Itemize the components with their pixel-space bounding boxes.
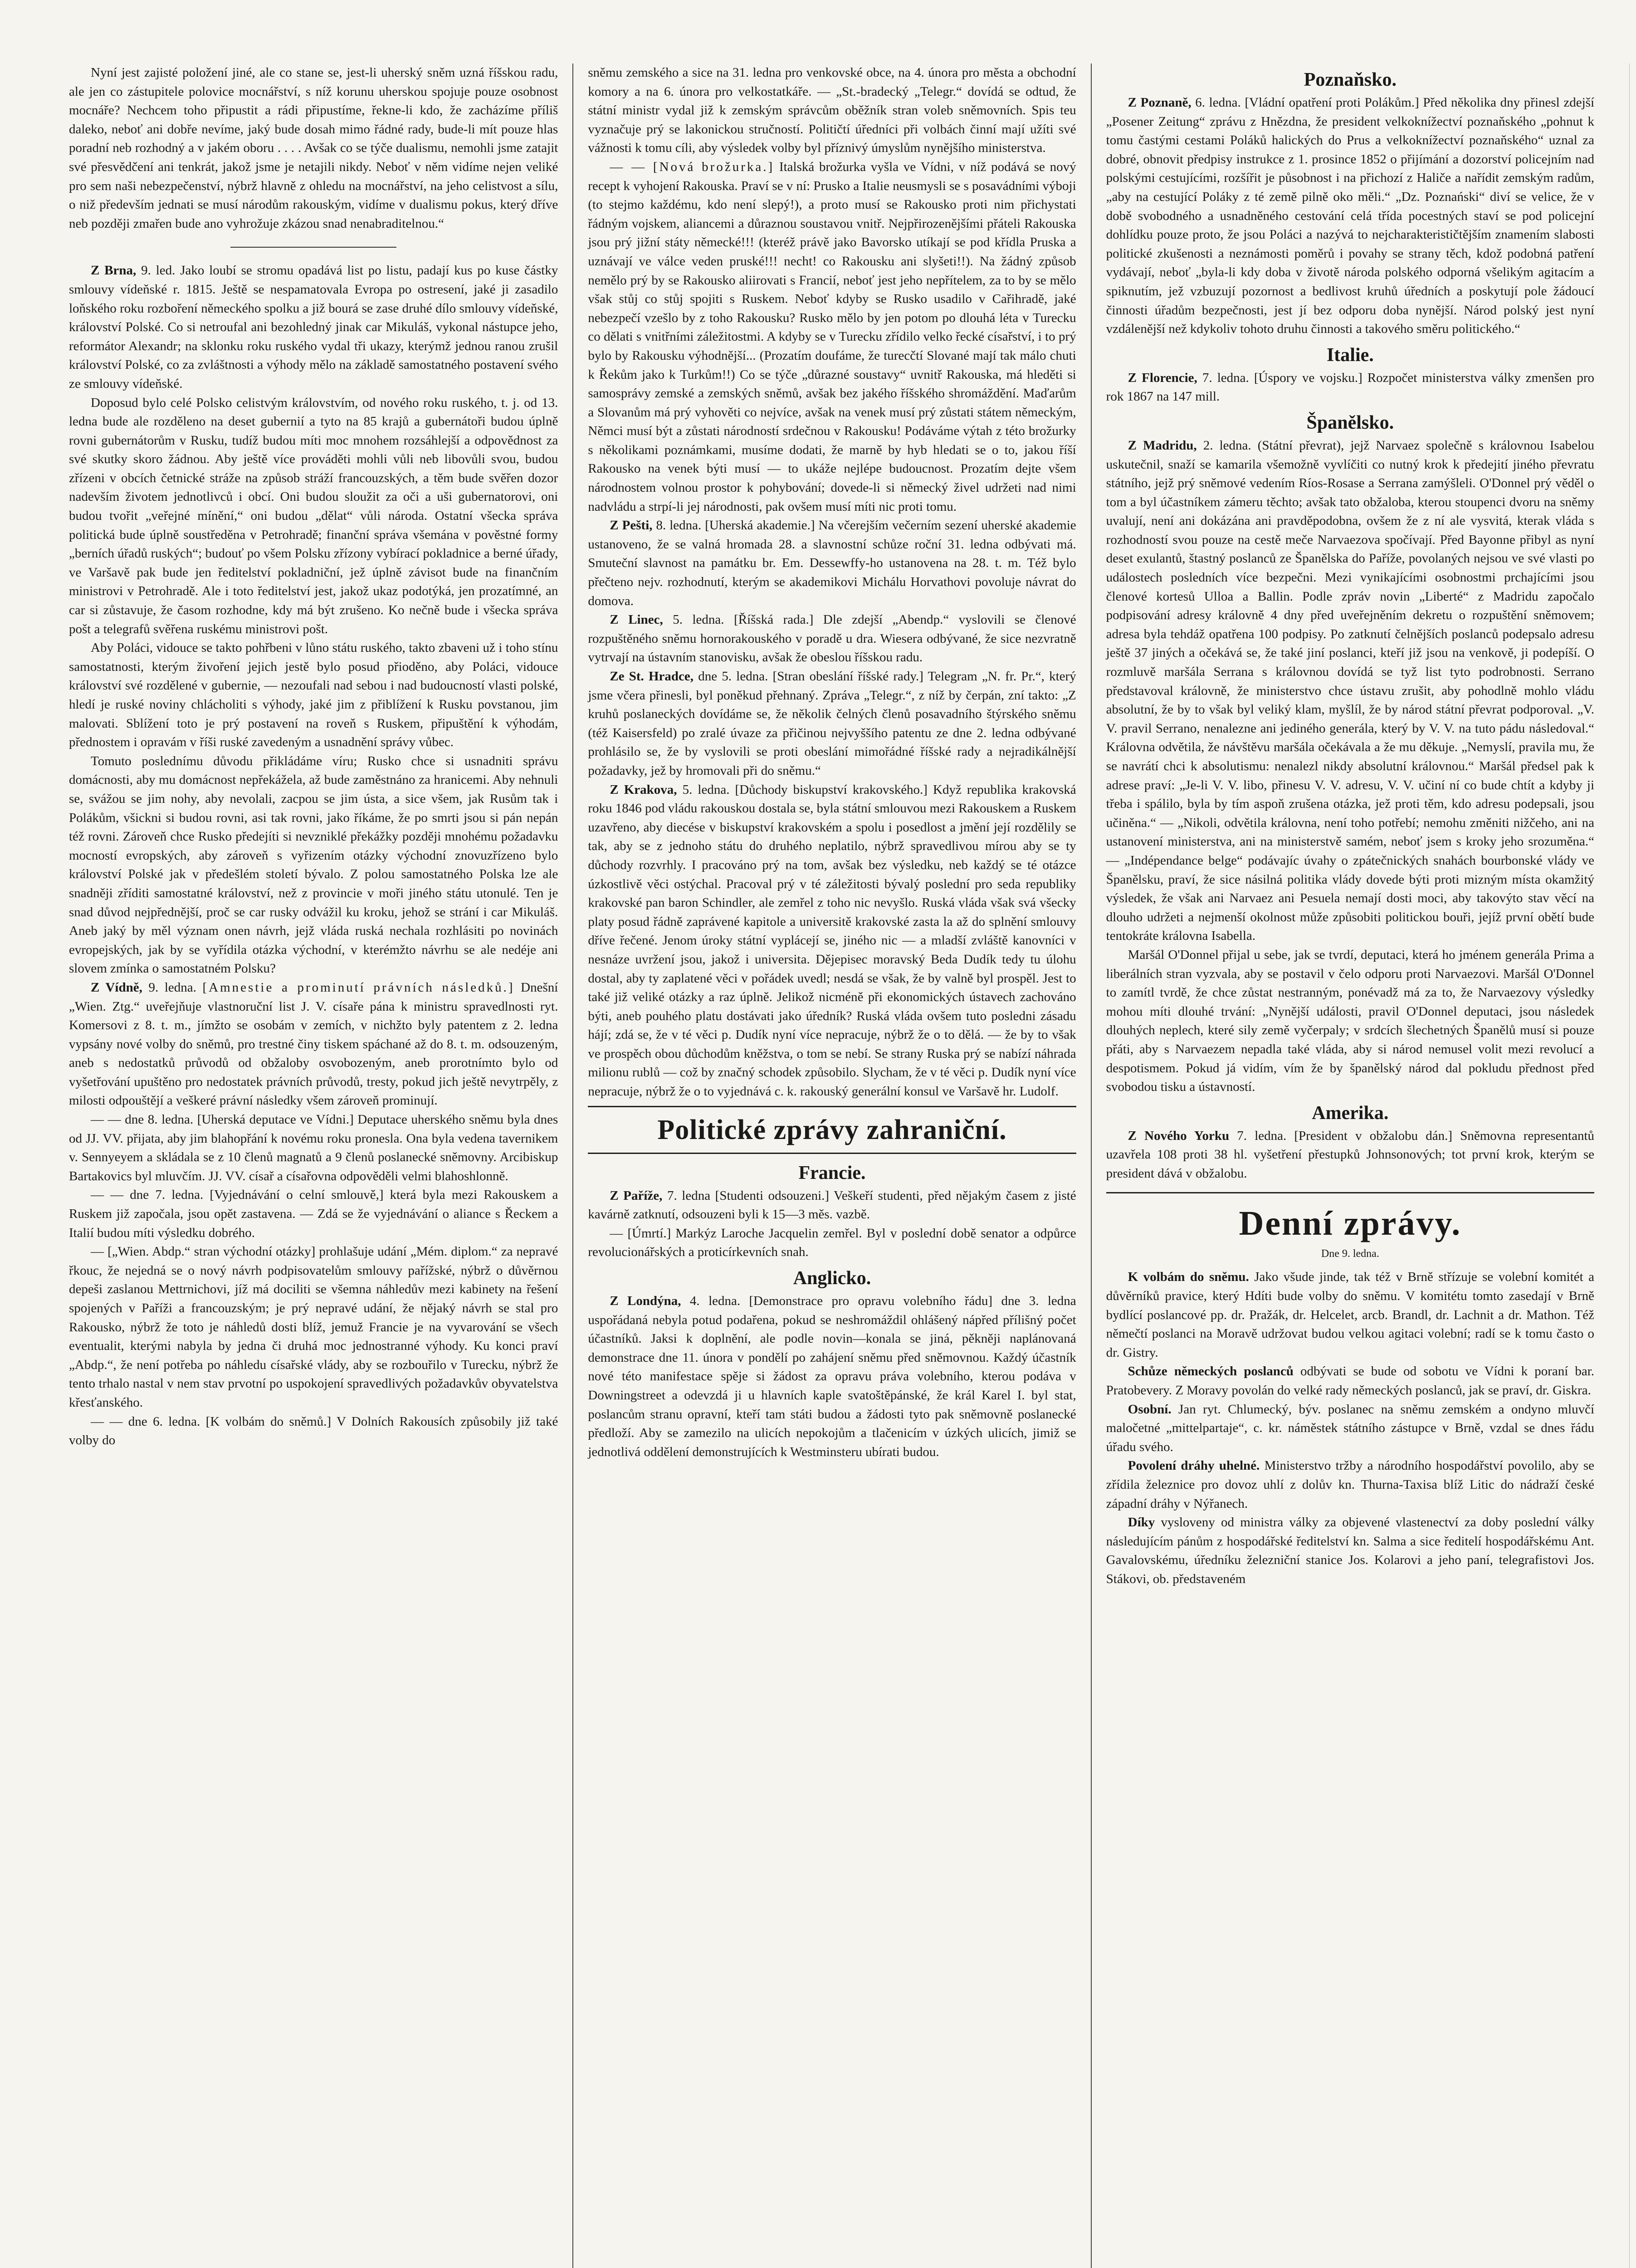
article-paragraph: — — dne 8. ledna. [Uherská deputace ve Vídni.] Deputace uherského sněmu byla dnes od JJ. VV. přijata, aby jim blahopřání k novému roku pronesla. Ona byla vedena tavernikem v. Sennyeyem a skládala se z 10 členů magnatů a 9 členů poslanecké sněmovny. Arcibiskup Bartakovics byl mluvčím. JJ. VV. císař a císařovna odpověděli velmi blahoshlonně. xyxy=(69,1112,558,1183)
article-paragraph: Z Brna, 9. led. Jako loubí se stromu opadává list po listu, padají kus po kuse částky smlouvy vídeňské r. 1815. Ještě se nespamatovala Evropa po ostresení, jaké ji zasadilo loňského roku rozboření německého spolku a již bourá se zase druhé dílo smlouvy vídeňské, království Polské. Co si netroufal ani bezohledný jinak car Mikuláš, vykonal nástupce jeho, reformátor Alexandr; na sklonku roku ruského vydal tři ukazy, kterýmž jednou ranou zrušil království Polské, co za zvláštnosti a výhody mělo na základě samostatného postavení svého ze smlouvy vídeňské. xyxy=(69,263,558,391)
dateline: Z Krakova, xyxy=(610,782,677,797)
dateline: Z Paříže, xyxy=(610,1188,663,1203)
column-1 xyxy=(54,64,572,2268)
news-item-title: Schůze německých poslanců xyxy=(1128,1364,1294,1379)
article-paragraph: — [„Wien. Abdp.“ stran východní otázky] prohlašuje udání „Mém. diplom.“ za nepravé řkouc, že nejedná se o nový návrh podpisovatelům smlouvy pařížské, nýbrž o důvěrnou depeši zaslanou Mettrnichovi, jíž má dociliti se všemna náhledův mezi kabinety na řešení spojených v Paříži a francouzským; je prý nepravé udání, že nějaký návrh se stal pro Rakousko, nýbrž že toto je náhledů dosti blíž, jemuž Francie je na vyvarování se všech eventualit, kterými nabyla by jedna či druhá moc jednostranné výhody. Ku konci praví „Abdp.“, že není potřeba po náhledu císařské vlády, aby se rozbouřilo v Turecku, nýbrž že tento trhalo nastal v nem stav prvotní po uspokojení spravedlivých požadavkův obyvatelstva křesťanského. xyxy=(69,1244,558,1410)
article-paragraph: Z Poznaně, 6. ledna. [Vládní opatření proti Polákům.] Před několika dny přinesl zdejší „Posener Zeitung“ zprávu z Hnězdna, že president velkoknížectví poznaňského „pohnut k tomu častými cestami Poláků halických do Prus a velkoknížectví poznaňského“ uznal za dobré, obnovit předpisy instrukce z 1. prosince 1852 o přijímání a dozorství policejním nad polskými cestujícími, rozšířit je působnost i na přichozí z Haliče a nařídit zemským radům, „aby na cestující Poláky z té země pilně oko měli.“ „Dz. Poznański“ diví se velice, že v době svobodného a usnadněného cestování celá třída pocestných staví se pod policejní dohlídku pouze proto, že jsou Poláci a nazývá to nejcharakterističtějším znamením slabosti politické zkušenosti a neznámosti poměrů i povahy se strany těch, kdož podobná patření vydávají, neboť „byla-li kdy doba v životě národa polského odporná všelikým agitacím a spiknutím, jež vzbuzují pozornost a bedlivost kruhů úředních a poskytují pole žádoucí činnosti úřadům bezpečnosti, jest jí bez odporu doba nynější. Národ polský jest nyní vzdálenější než kdykoliv tohoto druhu činnosti a takového směru politického.“ xyxy=(1106,95,1595,337)
country-heading: Anglicko. xyxy=(793,1268,871,1289)
news-item: Osobní. Jan ryt. Chlumecký, býv. poslanec na sněmu zemském a ondyno mluvčí maločetné „mittelpartaje“, c. kr. náměstek státního zástupce v Brně, vzdal se dnes řádu úřadu svého. xyxy=(1106,1402,1595,1454)
dateline: Z Londýna, xyxy=(610,1294,681,1309)
country-heading: Španělsko. xyxy=(1306,412,1394,433)
news-item-title: Povolení dráhy uhelné. xyxy=(1128,1458,1260,1473)
news-item: Schůze německých poslanců odbývati se bude od sobotu ve Vídni k poraní bar. Pratobevery. Z Moravy povolán do velké rady německých poslanců, jak se praví, dr. Giskra. xyxy=(1106,1364,1595,1398)
dateline: Z Linec, xyxy=(610,612,663,627)
daily-news-date: Dne 9. ledna. xyxy=(1321,1248,1379,1260)
news-item: Povolení dráhy uhelné. Ministerstvo tržby a národního hospodářství povolilo, aby se zřídila železnice pro dovoz uhlí z dolův kn. Thurna-Taxisa blíž Litic do nádraží české západní dráhy v Nýřanech. xyxy=(1106,1458,1595,1511)
dateline: Z Florencie, xyxy=(1128,370,1197,385)
country-heading: Francie. xyxy=(798,1162,866,1183)
page-edge-strip xyxy=(1629,64,1636,2268)
article-topic: [Amnestie a prominutí právních následků.] xyxy=(202,980,515,995)
article-paragraph: Z Linec, 5. ledna. [Říšská rada.] Dle zdejší „Abendp.“ vyslovili se členové rozpuštěného sněmu hornorakouského v poradě u dra. Wiesera odbývané, že sice nezvratně vytrvají na ústavním stanovisku, avšak že obeslou říšskou radu. xyxy=(588,612,1076,665)
article-topic: — — [Nová brožurka.] xyxy=(610,159,775,174)
dateline: Z Brna, xyxy=(91,263,137,278)
article-paragraph: Aby Poláci, vidouce se takto pohřbeni v lůno státu ruského, takto zbaveni už i toho stínu samostatnosti, kterým živoření jejich jestě bylo posud přioděno, aby Poláci, vidouce království své rozdělené v gubernie, — nezoufali nad sebou i nad budoucností vlasti polské, hledí je ruské noviny chlácholiti s výhody, jaké jim z přiblížení k Rusku povstanou, jim malovati. Sblížení toto je prý postavení na roveň s Ruskem, připuštění k výhodám, přednostem i opravám v říši ruské zavedeným a usnadnění správy vůbec. xyxy=(69,640,558,750)
article-paragraph: Z Nového Yorku 7. ledna. [President v obžalobu dán.] Sněmovna representantů uzavřela 108 proti 38 hl. vyšetření přestupků Johnsonových; tot první krok, kterým se president dává v obžalobu. xyxy=(1106,1128,1595,1181)
column-3 xyxy=(1091,64,1609,2268)
news-item: Díky vysloveny od ministra války za objevené vlastenectví za doby poslední války následujícím pánům z hospodářské ředitelství kn. Salma a sice ředitelí hospodářskému Ant. Gavalovskému, úředníku železniční stanice Jos. Kolarovi a jeho paní, telegrafistovi Jos. Stákovi, ob. představeném xyxy=(1106,1515,1595,1586)
article-paragraph: Tomuto poslednímu důvodu přikládáme víru; Rusko chce si usnadniti správu domácnosti, aby mu domácnost nepřekážela, až bude zaměstnáno za hranicemi. Aby nehnuli se, svážou se jim nohy, aby nevolali, zacpou se jim ústa, a sice všem, jak Rusům tak i Polákům, všickni si budou rovni, asi tak rovni, jako říkáme, že po smrti jsou si pán nepán též rovni. Zároveň chce Rusko předejíti si nevzniklé překážky později mnohému požadavku mocností evropských, aby zároveň s vyřizením otázky východní znovuzřízeno bylo království Polské jak v předešlém století bývalo. Z polou samostatného Polska lze ale snadněji zříditi samostatné království, než z provincie v moři jiného státu utonulé. Ten je snad důvod nejpřednější, proč se car rusky odvážil ku kroku, jehož se strání i car Mikuláš. Aneb jaký by měl význam onen návrh, jejž vláda ruská nechala rozhlásiti po novinách evropejských, jak by se vyřídila otázka východní, v kterémžto návrhu se ale nedéje ani slovem zmínka o samostatném Polsku? xyxy=(69,753,558,976)
dateline: Z Pešti, xyxy=(610,518,653,533)
article-paragraph: Maršál O'Donnel přijal u sebe, jak se tvrdí, deputaci, která ho jménem generála Prima a liberálních stran vyzvala, aby se postavil v čelo odporu proti Narvaezovi. Maršál O'Donnel to zamítl tvrdě, že chce zůstat nestranným, ponévadž má za to, že Narvaezovy výsledky mohou míti dlouhé trvání: „Nynější události, pravil O'Donnel deputaci, jsou následek dlouhých neplech, které sily země vyčerpaly; v srdcích šlechetných Španělů musí si pouze přáti, aby s Narvaezem nepadla také vláda, aby si národ nemusel volit mezi revolucí a despotismem. Pokud já vidím, vím že by španělský národ dal pokludu přednost před svobodou tisku a ústavností. xyxy=(1106,947,1595,1095)
dateline: Z Vídně, xyxy=(91,980,142,995)
news-item-title: Osobní. xyxy=(1128,1402,1172,1417)
article-paragraph: Z Pešti, 8. ledna. [Uherská akademie.] Na včerejším večerním sezení uherské akademie ustanoveno, že se valná hromada 28. a slavnostní schůze roční 31. ledna odbývati má. Smuteční slavnost na památku br. Em. Dessewffy-ho ustanovena na 28. t. m. Též bylo přečteno nejv. rozhodnutí, kterým se akademikovi Michálu Horvathovi povoluje návrat do domova. xyxy=(588,518,1076,608)
daily-news-title: Denní zprávy. xyxy=(1106,1192,1594,1246)
article-paragraph: — — dne 7. ledna. [Vyjednávání o celní smlouvě,] která byla mezi Rakouskem a Ruskem již započala, jsou opět zastavena. — Zdá se že vyjednávání o aliance s Řeckem a Italií budou míti výsledku dobrého. xyxy=(69,1188,558,1240)
article-columns xyxy=(54,64,1609,2268)
separator-rule xyxy=(230,247,397,248)
article-paragraph: Z Florencie, 7. ledna. [Úspory ve vojsku.] Rozpočet ministerstva války zmenšen pro rok 1867 na 147 mill. xyxy=(1106,370,1595,404)
article-paragraph: Z Paříže, 7. ledna [Studenti odsouzeni.] Veškeří studenti, před nějakým časem z jisté kavárně zatknutí, odsouzeni byli k 15—3 měs. vazbě. xyxy=(588,1188,1076,1222)
dateline: Z Poznaně, xyxy=(1128,95,1192,110)
country-heading: Amerika. xyxy=(1312,1102,1389,1124)
country-heading: Italie. xyxy=(1326,344,1374,366)
country-heading: Poznaňsko. xyxy=(1304,69,1397,90)
article-paragraph: Z Madridu, 2. ledna. (Státní převrat), jejž Narvaez společně s královnou Isabelou uskutečnil, snaží se kamarila všemožně vyvlíčiti co nutný krok k předejití jiného převratu státního, jejž prý sněmové vedením Ríos-Rosase a Serrana zamýšleli. O'Donnel prý věděl o tom a byl účastníkem zámeru těchto; avšak tato obžaloba, kterou stoupenci dvoru na sněmy uvalují, není ani dokázána ani pravděpodobna, ovšem že z ní ale vysvitá, kterak vláda s rozhodností svou pouze na cestě meče Narvaezova spočívají. Před Bayonne přibyl as nyní deset exulantů, štastný poslanců ze Španělska do Paříže, povolaných nejsou ve své vlasti po událostech posledních více bezpečni. Mezi vynikajícími osobnostmi prchajícími jsou členové kortesů Ulloa a Ballin. Podle zpráv novin „Liberté“ z Madridu započalo podpisování adresy královně 4 dny před uveřejněním dekretu o rozpuštění sněmovem; adresa byla tehdáž opatřena 100 podpisy. Po zatknutí čelnějších poslanců podepsalo adresu ještě 37 jiných a očekává se, že také jiní poslanci, kteří již jsou na venkově, ji podepíší. O rozmluvě maršála Serrana s královnou dovídá se tyž list tyto podrobnosti. Serrano představoval královně, že ministerstvo chce ústavu zrušit, aby pohodlně mohlo vládu absolutní, že by to však byl veliký klam, myšlíl, že by národ státní převrat podporoval. „V. V. pravil Serrano, nenalezne ani jediného generála, který by V. V. na tuto pádu následoval.“ Královna odvětila, že návštěvu maršála očekávala a že mu děkuje. „Nemyslí, pravila mu, že se navrátí chci k absolutismu: nenalezl nikdy absolutní královnou.“ Maršál předsel pak k adrese praví: „Je-li V. V. libo, přinesu V. V. adresu, V. V. učiní ní co bude chtít a kdyby ji třeba i spálilo, byla by tím aspoň zrušena otázka, jež proti těm, kdo adresu podepsali, jsou učiněna.“ — „Nikoli, odvětila královna, není toho potřebí; nemohu změniti nižčeho, ani na ustanovení ministerstva, ani na ministerstvě samém, neboť jsem s kroky jeho srozuměna.“ — „Indépendance belge“ podávajíc úvahy o zpátečnických snahách bourbonské vlády ve Španělsku, praví, že sice násilná politika vlády dovede býti proti mizným místa okamžitý výsledek, že však ani Narvaez ani Pesuela nemají dosti moci, aby takovýto stav věcí na dlouho udržeti a nejmenší okolnost může způsobiti politickou bouři, jejíž první obětí bude tentokráte královna Isabella. xyxy=(1106,438,1595,943)
dateline: Z Nového Yorku xyxy=(1128,1128,1230,1143)
article-paragraph: Z Londýna, 4. ledna. [Demonstrace pro opravu volebního řádu] dne 3. ledna uspořádaná nebyla potud podařena, pokud se neshromáždil ohlášený nápřed přílišný počet účastníků. Jaksi k doplnění, ale podle novin—konala se jiná, pěkněji naplánovaná demonstrace dne 11. února v pondělí po zahájení sněmu před sněmovnou. Každý účastník nové této manifestace spěje si žádost za opravu práva volebního, kterou podáva v Downingstreet a odevzdá ji u hlavních kaple svatoštěpánské, že král Karel I. byl stat, poslancům stranu opravní, kteří tam státi budou a žádosti tyto pak sněmovně poslanecké předloží. Aby se zamezilo na ulicích nepokojům a tlačenicím v úzkých ulicích, jimiž se jednotlivá oddělení demonstrujících k Westminsteru ubírati budou. xyxy=(588,1294,1076,1459)
article-paragraph: Z Vídně, 9. ledna. [Amnestie a prominutí právních následků.] Dnešní „Wien. Ztg.“ uveřejňuje vlastnoruční list J. V. císaře pána k ministru spravedlnosti ryt. Komersovi z 8. t. m., jímžto se osobám v zemích, v nichžto byly patentem z 2. ledna vypsány nové volby do sněmů, pro trestné činy tiskem spáchané až do 8. t. m. odsouzeným, aneb s nedostatků průvodů od obžaloby osvobozeným, aneb prorotnímto bylo od vyšetřování upuštěno pro nedostatek právních průvodů, tresty, pokud jich ještě nevytrpěly, z milosti odpouštějí a veškeré právní následky všem zároveň prominují. xyxy=(69,980,558,1108)
article-paragraph: Nyní jest zajisté položení jiné, ale co stane se, jest-li uherský sněm uzná říšskou radu, ale jen co zástupitele polovice mocnářství, s níž korunu uherskou spojuje pouze osobnost mocnáře? Nechcem toho připustit a rádi připustíme, řekne-li kdo, že zacházíme příliš daleko, neboť ani dobře nevíme, jaký bude dosah mimo řádné rady, bude-li mít pouze hlas poradní neb rozhodný a v jakém oboru . . . . Avšak co se týče dualismu, nemohli jsme zatajit své přesvědčení ani tenkrát, jakož jsme je netajili nikdy. Neboť v něm vidíme nejen veliké pro sem naši nebezpečenství, nýbrž hlavně z ohledu na mocnářství, na jeho celistvost a sílu, o niž především jednati se musí národům rakouským, vidíme v dualismu pokus, který dříve neb později zmařen bude ano vyhrožuje zkázou snad nenabraditelnou.“ xyxy=(69,65,558,231)
news-item-title: K volbám do sněmu. xyxy=(1128,1270,1249,1285)
article-paragraph: — [Úmrtí.] Markýz Laroche Jacquelin zemřel. Byl v poslední době senator a odpůrce revolucionářských a proticírkevních snah. xyxy=(588,1226,1076,1260)
article-paragraph: — — dne 6. ledna. [K volbám do sněmů.] V Dolních Rakousích způsobily již také volby do xyxy=(69,1414,558,1448)
article-paragraph: — — [Nová brožurka.] Italská brožurka vyšla ve Vídni, v níž podává se nový recept k vyhojení Rakouska. Praví se v ní: Prusko a Italie neusmysli se s posavádními výboji (to stejmo každému, kdo není slepý!), a proto musí se Rakousko proti nim přichystati řádným vojskem, aliancemi a důraznou soustavou vnitř. Nejpřirozenějšími přáteli Rakouska jsou prý jižní státy německé!!! (kteréž právě jako Bavorsko utíkají se pod křídla Pruska a uznávají ve válce veden pruské!!! necht! co Rakousku ani slyšeti!!). Na žádný způsob nemělo prý by se Rakousko aliirovati s Francií, neboť jest jeho nepřítelem, za to by se mělo však stůj co stůj spojiti s Ruskem. Neboť kdyby se Rusko usadilo v Cařihradě, jaké nebezpečí vzešlo by z toho Rakousku? Rusko mělo by jen potom po dlouhá léta v Turecku co dělati s vnitřními záležitostmi. A kdyby se v Turecku zřídilo velko řecké císařství, i to prý bylo by Rakousku výhodnější... (Prozatím doufáme, že turecčtí Slované mají tak málo chuti k Řekům jako k Turkům!!) Co se týče „důrazné soustavy“ uvnitř Rakouska, má hleděti si samosprávy zemské a zemských sněmů, avšak bez jakého říšského shromáždění. Maďarům a Slovanům má prý vyhověti co nejvíce, avšak na venek musí prý zůstati státem německým, Němci musí být a zůstati národností srdečnou v Rakousku! Podáváme výtah z této brožurky s několikami poznámkami, musíme dodati, že marně by hyb hledati se o to, jakou říší Rakousko na venek býti musí — to ukáže nejlépe budoucnost. Prozatím dejte všem národnostem volnou prostor k pohybování; dovede-li si německý živel udržeti nad nimi nadvládu a strpí-li jej národnosti, pak ovšem musí míti nic proti tomu. xyxy=(588,159,1076,514)
article-paragraph: Doposud bylo celé Polsko celistvým královstvím, od nového roku ruského, t. j. od 13. ledna bude ale rozděleno na deset gubernií a tyto na 85 krajů a gubernátoři budou úplně rovni gubernátorům v Rusku, tudíž budou míti moc mnohem rozsáhlejší a odpovědnost za své skutky skoro žádnou. Aby ještě více prováděti mohli vůli neb libovůli svou, budou zřízeni v obcích četnické stráže na způsob stráží francouzských, a těm bude svěřen dozor nadevším životem jednotlivců i obcí. Oni budou sloužit za oči a uši gubernatorovi, oni budou tvořit „veřejné mínění,“ oni budou „dělat“ vůli národa. Ostatní všecka správa politická bude úplně soustředěna v Petrohradě; finanční správa všemána v pověstné formy „berních úřadů ruských“; budouť po všem Polsku zřízony vybírací pokladnice a berné úřady, ve Varšavě pak bude jen ředitelství pokladniční, jež úplně závisot bude na finančním ministrovi v Petrohradě. Ale i toto ředitelství jest, jakož ukaz podotýká, jen prozatímné, an car si zůstavuje, že časom rozhodne, kdy má být zrušeno. Ko nečně bude i všecka správa pošt a telegrafů svěřena ruskému ministrovi pošt. xyxy=(69,395,558,636)
section-title: Politické zprávy zahraniční. xyxy=(588,1106,1076,1154)
dateline: Z Madridu, xyxy=(1128,438,1197,453)
news-item-title: Díky xyxy=(1128,1515,1155,1530)
column-2 xyxy=(572,64,1090,2268)
dateline: Ze St. Hradce, xyxy=(610,669,694,684)
article-paragraph: sněmu zemského a sice na 31. ledna pro venkovské obce, na 4. února pro města a obchodní komory a na 6. února pro velkostatkáře. — „St.-bradecký „Telegr.“ dovídá se odtud, že státní ministr vydal již k zemským správcům oběžník stran voleb sněmovních. Spis teu vyznačuje prý se lakonickou stručností. Političtí úředníci při volbách činní mají užíti své vážnosti k tomu cíli, aby výsledek volby byl příznivý úmyslům nynějšího ministerstva. xyxy=(588,65,1076,156)
news-item: K volbám do sněmu. Jako všude jinde, tak též v Brně střízuje se volební komitét a důvěrníků pravice, který Hdíti bude volby do sněmu. V komitétu tomto zasedají v Brně bydlící poslancové pp. dr. Pražák, dr. Helcelet, arcb. Brandl, dr. Lachnit a dr. Mathon. Též němečtí poslanci na Moravě udržovat budou velkou agitaci volební; radí se k tomu často o dr. Gistry. xyxy=(1106,1270,1595,1360)
article-paragraph: Ze St. Hradce, dne 5. ledna. [Stran obeslání říšské rady.] Telegram „N. fr. Pr.“, který jsme včera přinesli, byl poněkud přehnaný. Zpráva „Telegr.“, z níž by čerpán, zní takto: „Z kruhů poslaneckých dovídáme se, že několik čelných členů posavadního štýrského sněmu (též Kaisersfeld) po zralé úvaze za přičinou nejvyššího patentu ze dne 2. ledna odbývané prohlásilo se, že by vyslovili se proti obeslání mimořádné říšské rady a nejradikálnější požadavky, jež by hromovali při do sněmu.“ xyxy=(588,669,1076,778)
article-paragraph: Z Krakova, 5. ledna. [Důchody biskupství krakovského.] Když republika krakovská roku 1846 pod vládu rakouskou dostala se, byla státní smlouvou mezi Rakouskem a Ruskem uzavřeno, aby diecése v biskupství krakovském a spolu i posedlost a jmění její rozdělily se tak, aby se z jednoho státu do druhého neplatilo, nýbrž spravedlivou mírou aby se ty důchody rozvrhly. I pracováno prý na tom, avšak bez výsledku, neb každý se té otázce úzkostlivě věci ostýchal. Pracoval prý v té záležitosti bývalý poslední pro seda republiky krakovské pan baron Schindler, ale zemřel z toho nic nevyšlo. Ruská vláda však svá všecky platy posud řádně zaprávené kapitole a universitě krakovské zasta la až do splnění smlouvy dříve řečené. Jenom úroky státní vyplácejí se, jiného nic — a mladší zvláště kanovníci v nesnáze uvržení jsou, jakož i universita. Dějepisec moravský Beda Dudík tedy tu úlohu dostal, aby ty zaplatené věci v pořádek uvedl; nesdá se však, že by valně byl prospěl. Jest to také již veliké otázky a raz úplně. Jelikož nicméně při ekonomických ústavech zachováno býti, aneb pouhého platu dostávati jako úředník? Ruská vláda ovšem tuto posledni zásadu hájí; zdá se, že v té věci p. Dudík nyní více nepracuje, nýbrž že o to dělá. — že by to však ve prospěch obou důchodům kněžstva, o tom se nebí. Se strany Ruska prý se nabízí náhrada milionu rublů — což by značný schodek způsobilo. Slycham, že v té věci p. Dudík nyní více nepracuje, nýbrž že o to vyjednává c. k. rakouský generální konsul ve Varšavě hr. Ludolf. xyxy=(588,782,1076,1099)
